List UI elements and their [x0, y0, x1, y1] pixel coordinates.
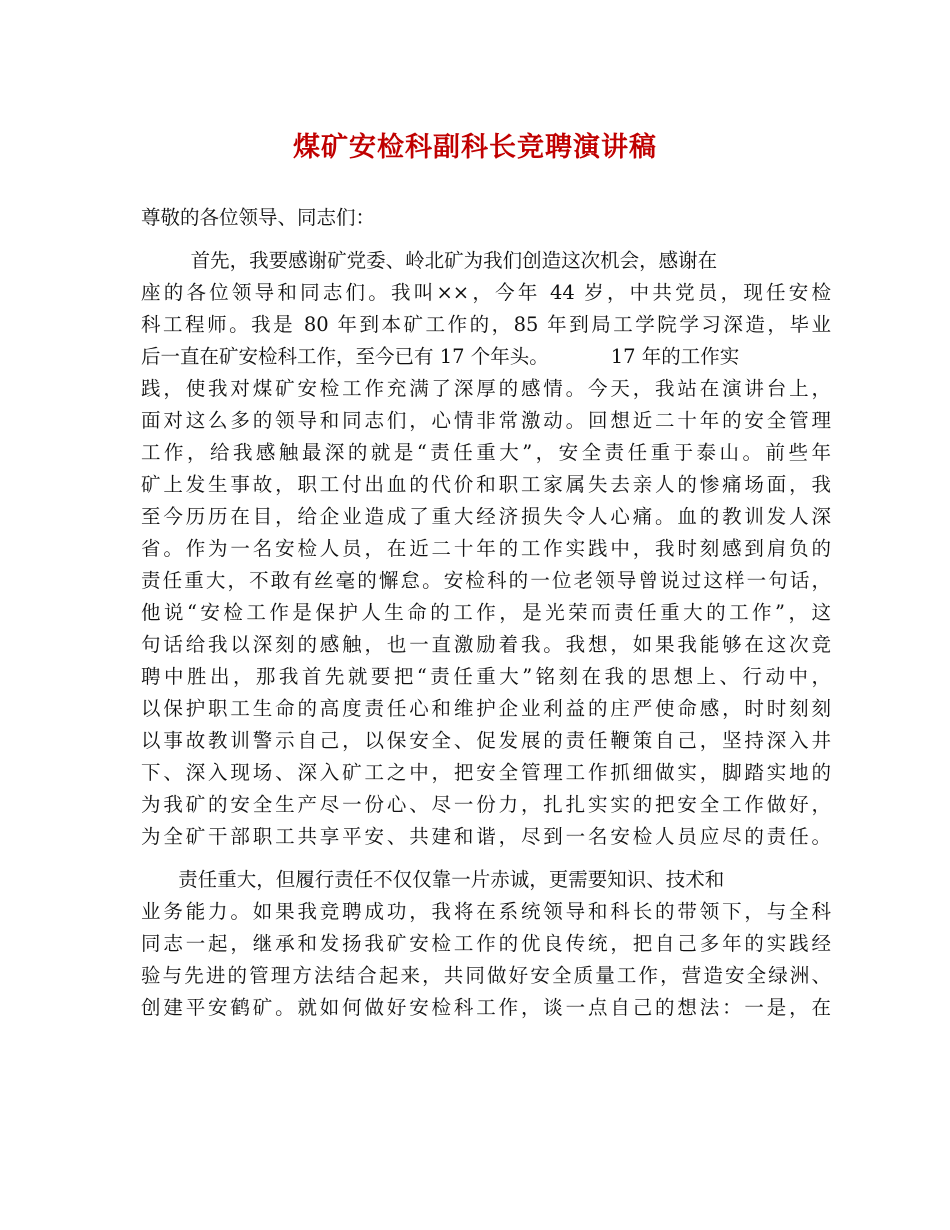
- paragraph-line: 句话给我以深刻的感触，也一直激励着我。我想，如果我能够在这次竞: [141, 633, 831, 656]
- paragraph-line: 科工程师。我是 80 年到本矿工作的，85 年到局工学院学习深造，毕业: [141, 313, 831, 336]
- paragraph-line: 创建平安鹤矿。就如何做好安检科工作，谈一点自己的想法：一是，在: [141, 996, 831, 1019]
- document-body: [141, 202, 831, 1024]
- paragraph-line: 以保护职工生命的高度责任心和维护企业利益的庄严使命感，时时刻刻: [141, 697, 831, 720]
- paragraph-line: 省。作为一名安检人员，在近二十年的工作实践中，我时刻感到肩负的: [141, 537, 831, 560]
- paragraph-line: 责任重大，不敢有丝毫的懈怠。安检科的一位老领导曾说过这样一句话，: [141, 569, 831, 592]
- document-title: 煤矿安检科副科长竞聘演讲稿: [293, 132, 657, 163]
- paragraph-line: 同志一起，继承和发扬我矿安检工作的优良传统，把自己多年的实践经: [141, 932, 831, 955]
- paragraph-line: 首先，我要感谢矿党委、岭北矿为我们创造这次机会，感谢在: [141, 249, 718, 272]
- spacer: [141, 853, 831, 864]
- paragraph-line: 后一直在矿安检科工作，至今已有 17 个年头。 17 年的工作实: [141, 345, 740, 368]
- salutation-line: 尊敬的各位领导、同志们：: [141, 206, 376, 229]
- paragraph-line: 验与先进的管理方法结合起来，共同做好安全质量工作，营造安全绿洲、: [141, 964, 831, 987]
- paragraph-line: 以事故教训警示自己，以保安全、促发展的责任鞭策自己，坚持深入井: [141, 729, 831, 752]
- paragraph-line: 为我矿的安全生产尽一份心、尽一份力，扎扎实实的把安全工作做好，: [141, 793, 831, 816]
- paragraph-line: 践，使我对煤矿安检工作充满了深厚的感情。今天，我站在演讲台上，: [141, 377, 831, 400]
- paragraph-line: 聘中胜出，那我首先就要把“责任重大”铭刻在我的思想上、行动中，: [141, 665, 831, 688]
- paragraph-line: 责任重大，但履行责任不仅仅靠一片赤诚，更需要知识、技术和: [141, 868, 725, 891]
- paragraph-line: 矿上发生事故，职工付出血的代价和职工家属失去亲人的惨痛场面，我: [141, 473, 831, 496]
- paragraph-line: 面对这么多的领导和同志们，心情非常激动。回想近二十年的安全管理: [141, 409, 831, 432]
- paragraph-line: 为全矿干部职工共享平安、共建和谐，尽到一名安检人员应尽的责任。: [141, 825, 831, 848]
- paragraph-line: 他说“安检工作是保护人生命的工作，是光荣而责任重大的工作”，这: [141, 601, 831, 624]
- paragraph-line: 业务能力。如果我竞聘成功，我将在系统领导和科长的带领下，与全科: [141, 900, 831, 923]
- spacer: [141, 234, 831, 245]
- paragraph-line: 座的各位领导和同志们。我叫××，今年 44 岁，中共党员，现任安检: [141, 281, 831, 304]
- paragraph-line: 至今历历在目，给企业造成了重大经济损失令人心痛。血的教训发人深: [141, 505, 831, 528]
- paragraph-line: 工作，给我感触最深的就是“责任重大”，安全责任重于泰山。前些年: [141, 441, 831, 464]
- paragraph-line: 下、深入现场、深入矿工之中，把安全管理工作抓细做实，脚踏实地的: [141, 761, 831, 784]
